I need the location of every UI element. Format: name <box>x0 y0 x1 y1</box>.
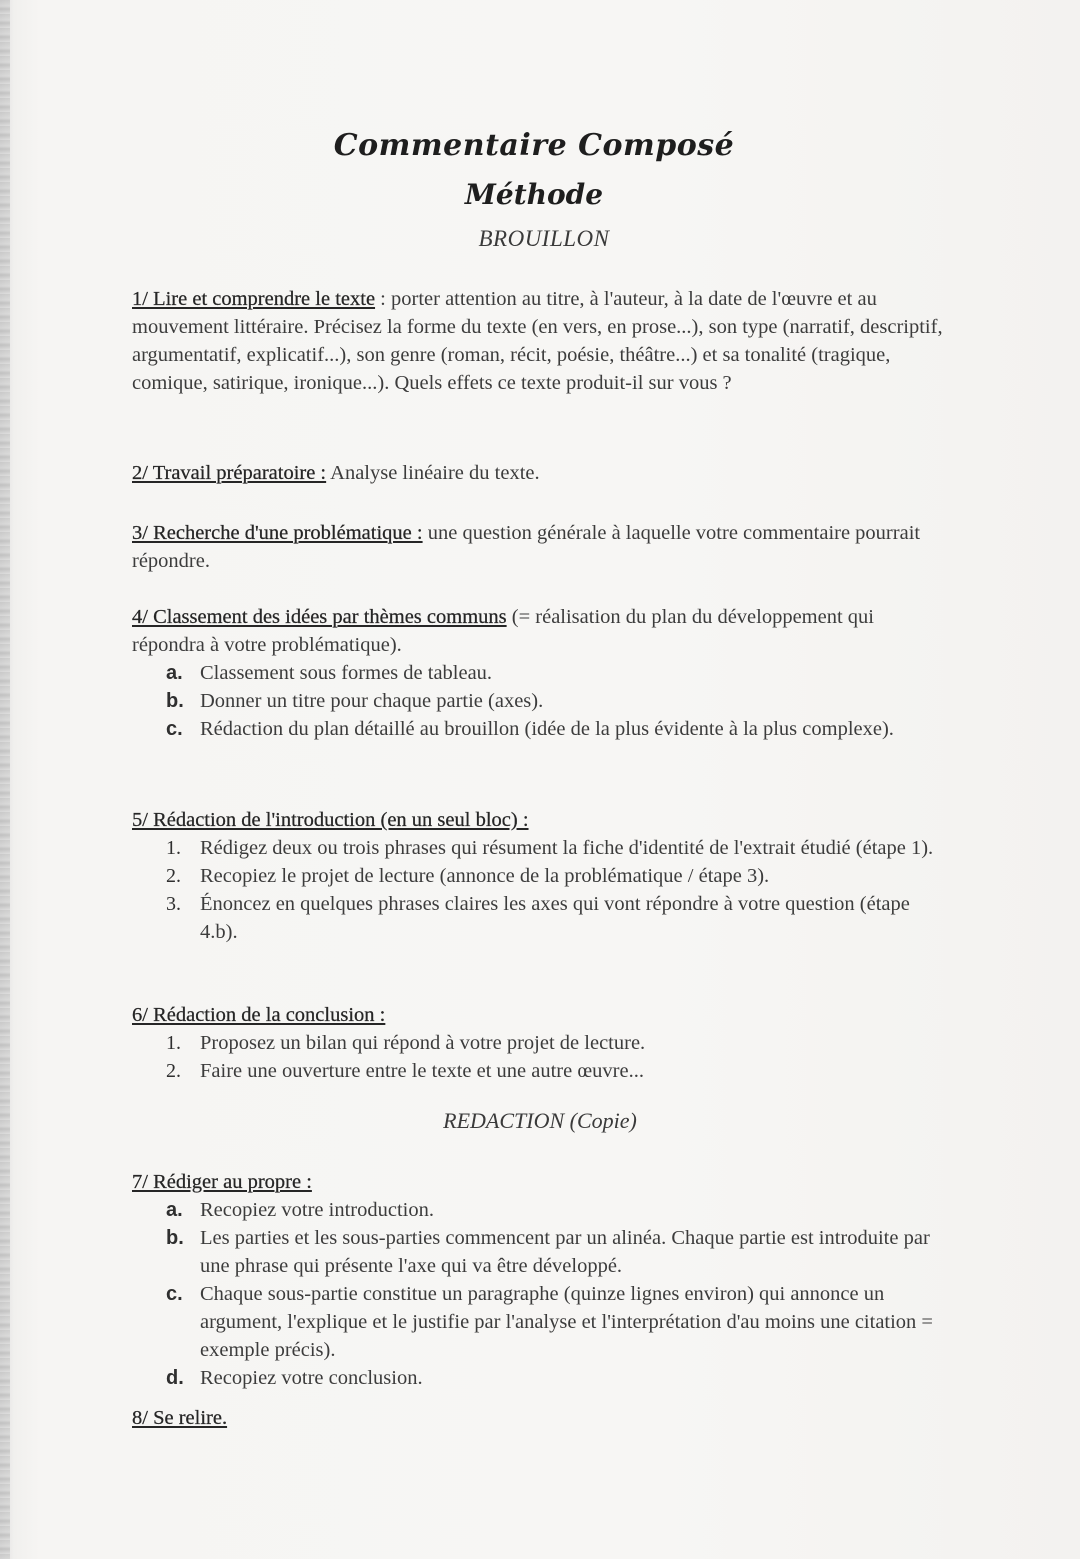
section-heading: 7/ Rédiger au propre : <box>132 1171 312 1193</box>
list-item-text: Recopiez votre introduction. <box>200 1199 434 1221</box>
list-item <box>132 834 947 862</box>
list-marker: 1. <box>166 1032 181 1054</box>
list-item-text: Faire une ouverture entre le texte et une autre œuvre... <box>200 1060 644 1082</box>
list-item <box>132 687 947 715</box>
document-title: Commentaire Composé <box>333 128 735 163</box>
section-heading: 6/ Rédaction de la conclusion : <box>132 1004 386 1026</box>
section-5 <box>132 806 947 946</box>
list-marker: 2. <box>166 865 181 887</box>
redaction-label: REDACTION (Copie) <box>443 1108 637 1133</box>
list-item <box>132 1280 947 1364</box>
list-marker: 1. <box>166 837 181 859</box>
document-subtitle: Méthode <box>464 178 604 211</box>
section-body: (= réalisation du plan du développement qui répondra à votre problématique). <box>132 606 874 656</box>
section-separator: : <box>375 288 391 310</box>
list-item-text: Les parties et les sous-parties commencent par un alinéa. Chaque partie est introduite par une phrase qui présente l'axe qui va être développé. <box>200 1227 930 1277</box>
section-heading: 5/ Rédaction de l'introduction (en un seul bloc) : <box>132 809 529 831</box>
section-7 <box>132 1168 947 1392</box>
list-marker: d. <box>166 1367 184 1389</box>
list-marker: 2. <box>166 1060 181 1082</box>
section-8 <box>132 1404 947 1432</box>
list-marker: 3. <box>166 893 181 915</box>
list-item <box>132 862 947 890</box>
section-heading: 4/ Classement des idées par thèmes communs <box>132 606 507 628</box>
list-item-text: Proposez un bilan qui répond à votre projet de lecture. <box>200 1032 646 1054</box>
section-list <box>132 1196 947 1392</box>
list-marker: a. <box>166 662 183 684</box>
section-4 <box>132 603 947 743</box>
section-body: une question générale à laquelle votre commentaire pourrait répondre. <box>132 522 921 572</box>
section-body: porter attention au titre, à l'auteur, à la date de l'œuvre et au mouvement littéraire. Précisez la forme du texte (en vers, en prose...), son type (narratif, descriptif, argumentatif, explicatif...), son genre (roman, récit, poésie, théâtre...) et sa tonalité (tragique, comique, satirique, ironique...). Quels effets ce texte produit-il sur vous ? <box>132 288 943 394</box>
section-6 <box>132 1001 947 1085</box>
list-item <box>132 1057 947 1085</box>
section-heading: 8/ Se relire. <box>132 1407 228 1429</box>
list-item-text: Rédaction du plan détaillé au brouillon (idée de la plus évidente à la plus complexe). <box>200 718 894 740</box>
section-list <box>132 659 947 743</box>
list-item <box>132 659 947 687</box>
list-item-text: Classement sous formes de tableau. <box>200 662 493 684</box>
list-item-text: Recopiez votre conclusion. <box>200 1367 423 1389</box>
list-item-text: Recopiez le projet de lecture (annonce de la problématique / étape 3). <box>200 865 770 887</box>
section-heading: 2/ Travail préparatoire : <box>132 462 327 484</box>
list-item <box>132 1224 947 1280</box>
section-heading: 1/ Lire et comprendre le texte <box>132 288 376 310</box>
list-item-text: Chaque sous-partie constitue un paragraphe (quinze lignes environ) qui annonce un argument, l'explique et le justifie par l'analyse et l'interprétation d'au moins une citation = exemple précis). <box>200 1283 933 1361</box>
list-item-text: Énoncez en quelques phrases claires les axes qui vont répondre à votre question (étape 4.b). <box>200 893 910 943</box>
section-3 <box>132 519 947 575</box>
list-item-text: Donner un titre pour chaque partie (axes). <box>200 690 544 712</box>
list-marker: a. <box>166 1199 183 1221</box>
list-item-text: Rédigez deux ou trois phrases qui résument la fiche d'identité de l'extrait étudié (étape 1). <box>200 837 934 859</box>
list-item <box>132 1196 947 1224</box>
section-list <box>132 1029 947 1085</box>
list-marker: b. <box>166 690 184 712</box>
list-item <box>132 715 947 743</box>
list-item <box>132 1364 947 1392</box>
list-marker: c. <box>166 1283 183 1305</box>
section-heading: 3/ Recherche d'une problématique : <box>132 522 423 544</box>
section-1 <box>132 285 947 397</box>
section-list <box>132 834 947 946</box>
section-body: Analyse linéaire du texte. <box>326 462 540 484</box>
list-item <box>132 1029 947 1057</box>
list-marker: b. <box>166 1227 184 1249</box>
section-2 <box>132 459 947 487</box>
list-marker: c. <box>166 718 183 740</box>
brouillon-label: BROUILLON <box>478 226 610 251</box>
list-item <box>132 890 947 946</box>
